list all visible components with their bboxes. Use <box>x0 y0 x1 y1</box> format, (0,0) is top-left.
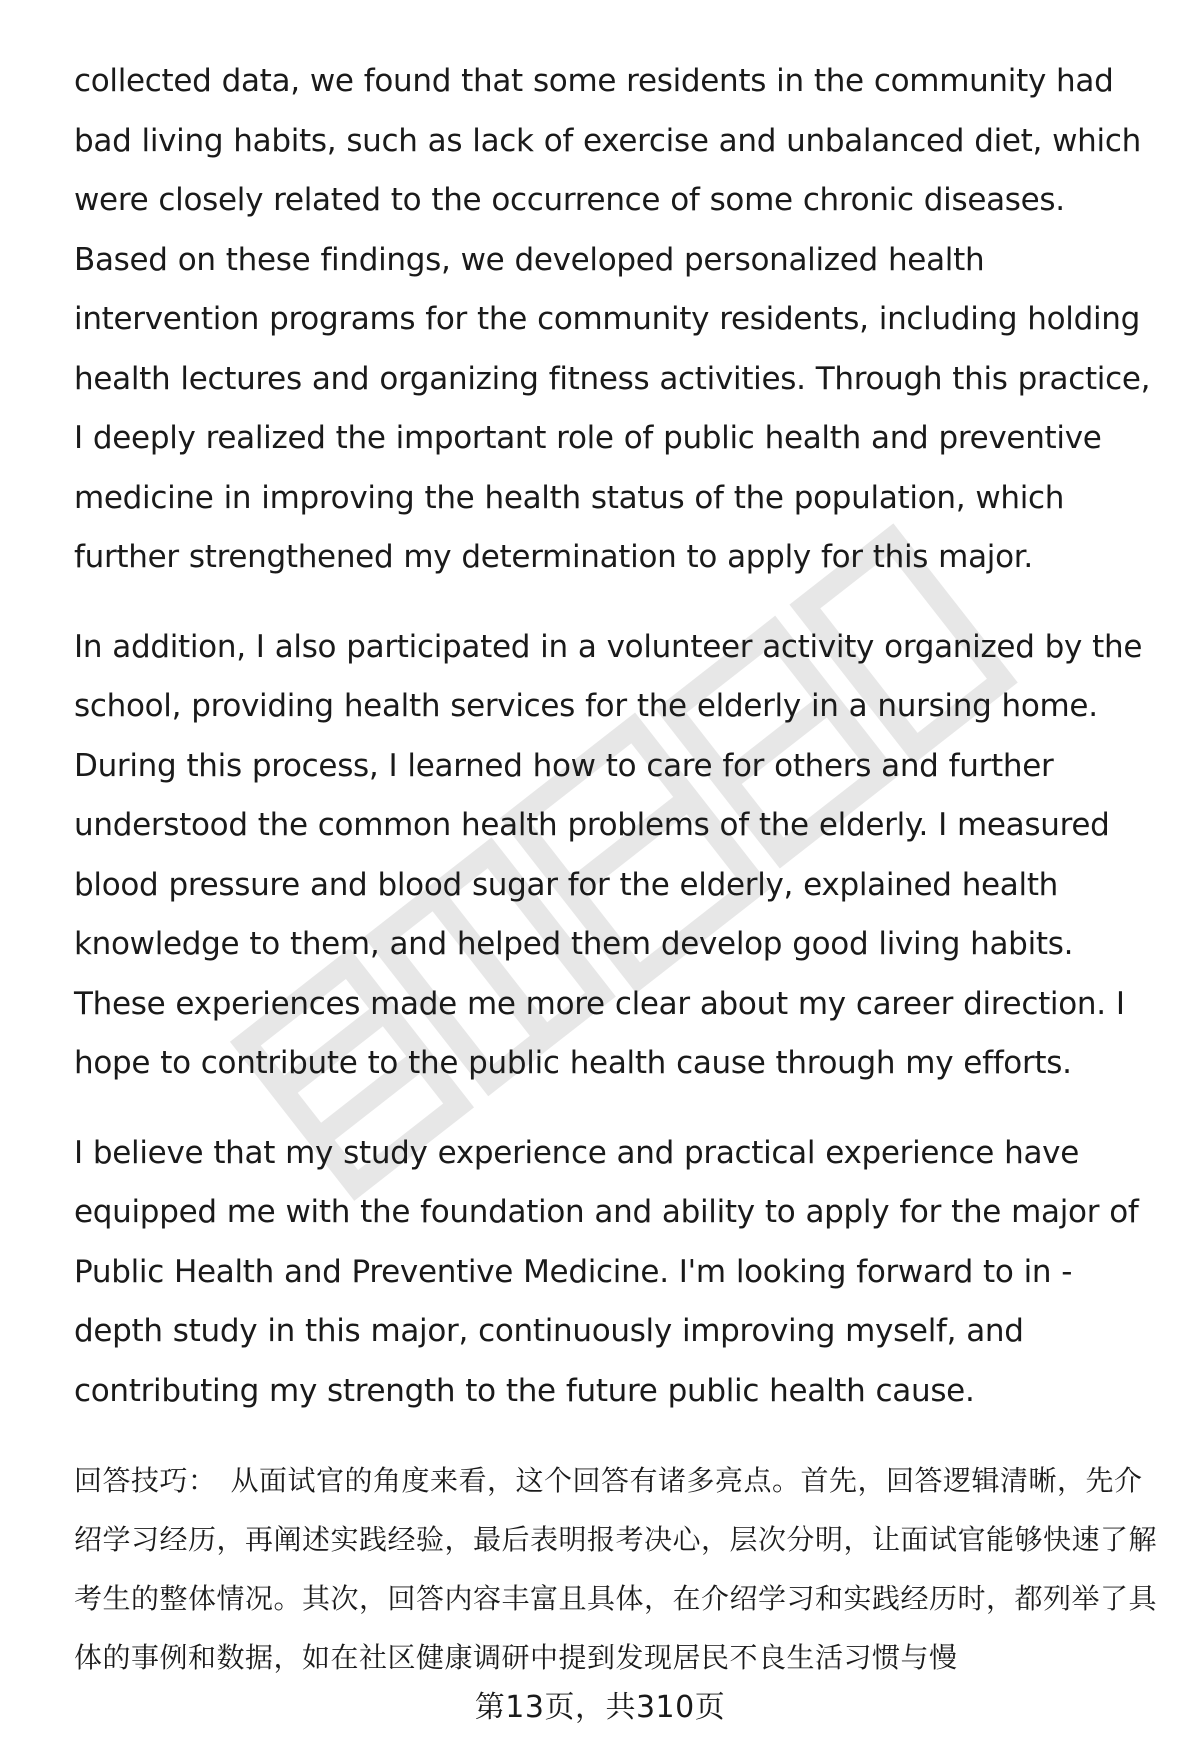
answer-tips <box>74 1451 1164 1687</box>
answer-tips-label: 回答技巧： <box>74 1464 217 1497</box>
paragraph-conclusion: I believe that my study experience and practical experience have equipped me with the foundation and ability to apply for the major of Public Health and Preventive Medicine. I'm looking forward to in - depth study in this major, continuously improving myself, and contributing my strength to the future public health cause. <box>74 1134 1139 1409</box>
answer-tips-text: 从面试官的角度来看，这个回答有诸多亮点。首先，回答逻辑清晰，先介绍学习经历，再阐述实践经验，最后表明报考决心，层次分明，让面试官能够快速了解考生的整体情况。其次，回答内容丰富且具体，在介绍学习和实践经历时，都列举了具体的事例和数据，如在社区健康调研中提到发现居民不良生活习惯与慢 <box>74 1464 1158 1674</box>
paragraph-volunteer-activity: In addition, I also participated in a volunteer activity organized by the school, providing health services for the elderly in a nursing home. During this process, I learned how to care for others and further understood the common health problems of the elderly. I measured blood pressure and blood sugar for the elderly, explained health knowledge to them, and helped them develop good living habits. These experiences made me more clear about my career direction. I hope to contribute to the public health cause through my efforts. <box>74 628 1143 1081</box>
page-indicator: 第13页，共310页 <box>474 1690 726 1725</box>
paragraph-community-research: collected data, we found that some residents in the community had bad living habits, such as lack of exercise and unbalanced diet, which were closely related to the occurrence of some chronic diseases. Based on these findings, we developed personalized health intervention programs for the community residents, including holding health lectures and organizing fitness activities. Through this practice, I deeply realized the important role of public health and preventive medicine in improving the health status of the population, which further strengthened my determination to apply for this major. <box>74 63 1151 575</box>
document-body <box>74 52 1164 1687</box>
